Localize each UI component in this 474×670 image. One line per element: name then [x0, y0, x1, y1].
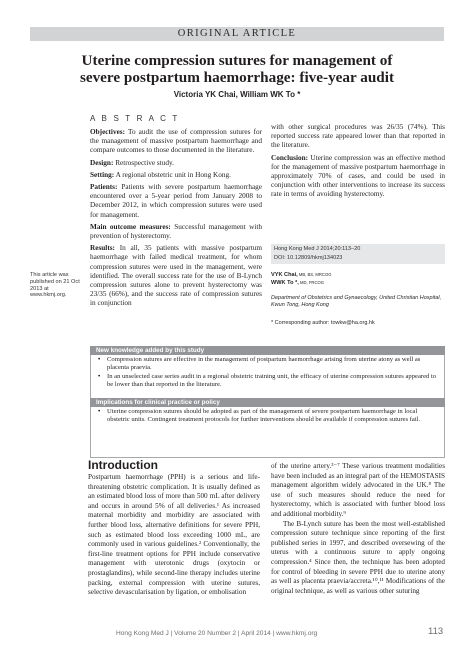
objectives-text: To audit the use of compression sutures for the management of massive postpartum haemorrhage and compare outcomes to those documented in the literature. [90, 128, 262, 155]
setting-label: Setting: [90, 170, 115, 179]
patients-label: Patients: [90, 183, 118, 192]
introduction-paragraph: The B-Lynch suture has been the most well-established compression suture technique since reporting of the first published series in 1997, and described oversewing of the uterus with a continuous suture to apply ongoing compression.⁴ Since then, the technique has been adopted for control of bleeding in severe PPH due to uterine atony as well as placenta praevia/accreta.¹⁰,¹¹ Modifications of the original technique, as well as various other suturing [271, 519, 445, 595]
author1-name: VYK Chai, [271, 272, 298, 278]
author-info-2 [271, 279, 324, 287]
setting-text: A regional obstetric unit in Hong Kong. [115, 170, 231, 179]
bullet-marker: • [98, 373, 101, 380]
corresponding-author[interactable]: * Corresponding author: towkw@ha.org.hk [271, 320, 375, 326]
bullet-marker: • [98, 408, 101, 415]
introduction-heading: Introduction [88, 458, 158, 472]
box-bullet: In an unselected case series audit in a regional obstetric training unit, the efficacy of uterine compression sutures appeared to be lower than that reported in the literature. [107, 373, 437, 389]
author1-degrees: MB, BS, MRCOG [297, 272, 332, 277]
abstract-results-continued: with other surgical procedures was 26/35 (74%). This reported success rate appeared lower than that reported in the literature. [271, 123, 445, 150]
abstract-objectives [90, 128, 262, 156]
title-line-2: severe postpartum haemorrhage: five-year audit [79, 69, 395, 86]
box-heading-implications: Implications for clinical practice or policy [90, 398, 445, 407]
abstract-design [90, 159, 262, 168]
author2-degrees: MD, FRCOG [298, 280, 324, 285]
outcome-text: Successful management with prevention of hysterectomy. [90, 222, 263, 241]
abstract-results [90, 244, 262, 308]
outcome-label: Main outcome measures: [90, 222, 171, 231]
abstract-right-column [271, 123, 445, 203]
abstract-conclusion [271, 154, 445, 200]
author-info-1 [271, 271, 331, 279]
abstract-setting [90, 171, 262, 180]
citation-doi[interactable]: DOI: 10.12809/hkmj134023 [274, 255, 343, 261]
objectives-label: Objectives: [90, 128, 126, 136]
page-number: 113 [428, 626, 444, 637]
introduction-right-column [271, 462, 445, 596]
author-affiliation: Department of Obstetrics and Gynaecology, United Christian Hospital, Kwun Tong, Hong Kong [271, 295, 442, 309]
abstract-outcome [90, 223, 262, 241]
design-text: Retrospective study. [115, 158, 174, 167]
author2-name: WWK To *, [271, 280, 299, 286]
introduction-left-column: Postpartum haemorrhage (PPH) is a serious and life-threatening obstetric complication. It is usually defined as an estimated blood loss of more than 500 mL after delivery and occurs in around 5% of all deliveries.¹ As increased maternal morbidity and morbidity are associated with further blood loss, alternative definitions for severe PPH, such as estimated blood loss exceeding 1000 mL, are commonly used in various guidelines.² Conventionally, the first-line treatment options for PPH include conservative management with uterotonic drugs (oxytocin or prostaglandins), while second-line therapy includes uterine packing, external compression with uterine sutures, selective devascularisation by ligation, or embolisation [88, 473, 260, 597]
author-list: Victoria YK Chai, William WK To * [173, 90, 301, 99]
abstract-heading: A B S T R A C T [90, 114, 180, 123]
box-bullet: Uterine compression sutures should be adopted as part of the management of severe postpartum haemorrhage in local obstetric units. Contingent treatment protocols for further interventions should be available if compression sutures fail. [107, 408, 421, 424]
bullet-marker: • [98, 356, 101, 363]
conclusion-label: Conclusion: [271, 153, 309, 162]
citation-journal: Hong Kong Med J 2014;20:113–20 [274, 246, 361, 252]
results-label: Results: [90, 244, 115, 253]
box-heading-new-knowledge: New knowledge added by this study [90, 346, 445, 355]
article-title [30, 52, 444, 86]
publication-note: This article was published on 21 Oct 2013 at www.hkmj.org. [30, 272, 80, 299]
results-text: In all, 35 patients with massive postpartum haemorrhage with failed medical treatment, for whom compression sutures were used in the management, were identified. The overall success rate for the use of B-Lynch compression sutures alone to prevent hysterectomy was 23/35 (66%), and the success rate of compression sutures in conjunction [90, 244, 262, 308]
conclusion-text: Uterine compression was an effective method for the management of massive postpartum haemorrhage in approximately 70% of cases, and could be used in conjunction with other interventions to increase its success rate in terms of avoiding hysterectomy. [271, 153, 445, 199]
footer-journal-info: Hong Kong Med J | Volume 20 Number 2 | April 2014 | www.hkmj.org [116, 630, 318, 637]
box-bullet: Compression sutures are effective in the management of postpartum haemorrhage arising from uterine atony as well as placenta praevia. [107, 356, 421, 372]
design-label: Design: [90, 158, 114, 167]
patients-text: Patients with severe postpartum haemorrhage encountered over a 5-year period from January 2008 to December 2012, in which compression sutures were used for management. [90, 183, 263, 219]
abstract-patients [90, 183, 262, 220]
introduction-paragraph: of the uterine artery.³⁻⁷ These various treatment modalities have been included as an integral part of the HEMOSTASIS management algorithm widely advocated in the UK.⁸ The use of such measures should reduce the need for hysterectomy, which is associated with further blood loss and additional morbidity.⁹ [271, 462, 445, 518]
title-line-1: Uterine compression sutures for management of [81, 52, 393, 69]
abstract-left-column [90, 128, 262, 312]
article-type-label: ORIGINAL ARTICLE [177, 28, 297, 39]
